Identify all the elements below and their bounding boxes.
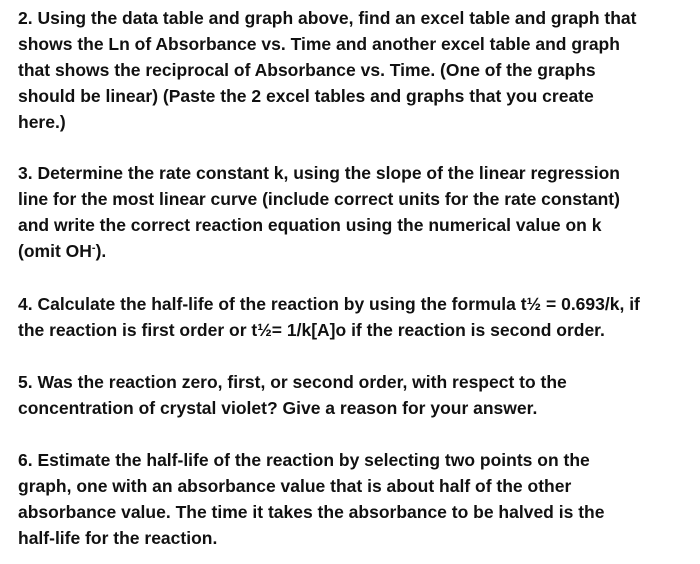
question-2-line: shows the Ln of Absorbance vs. Time and another excel table and graph: [18, 34, 620, 54]
question-4: [18, 291, 700, 343]
question-3: [18, 160, 700, 264]
question-6-line: half-life for the reaction.: [18, 528, 218, 548]
hydroxide-charge-superscript: -: [91, 242, 96, 254]
question-2-line: that shows the reciprocal of Absorbance vs. Time. (One of the graphs: [18, 60, 596, 80]
question-2-line: should be linear) (Paste the 2 excel tables and graphs that you create: [18, 86, 594, 106]
question-4-line: 4. Calculate the half-life of the reaction by using the formula t½ = 0.693/k, if: [18, 294, 640, 314]
question-6-line: 6. Estimate the half-life of the reaction by selecting two points on the: [18, 450, 590, 470]
question-6-line: graph, one with an absorbance value that is about half of the other: [18, 476, 572, 496]
question-2-line: here.): [18, 112, 66, 132]
question-3-line: line for the most linear curve (include correct units for the rate constant): [18, 189, 620, 209]
question-5-line: 5. Was the reaction zero, first, or second order, with respect to the: [18, 372, 567, 392]
question-6: [18, 447, 700, 551]
question-3-line: 3. Determine the rate constant k, using the slope of the linear regression: [18, 163, 620, 183]
question-3-line: and write the correct reaction equation using the numerical value on k: [18, 215, 602, 235]
question-5: [18, 369, 700, 421]
question-5-line: concentration of crystal violet? Give a reason for your answer.: [18, 398, 538, 418]
question-2: [18, 5, 700, 135]
question-4-line: the reaction is first order or t½= 1/k[A]o if the reaction is second order.: [18, 320, 605, 340]
question-6-line: absorbance value. The time it takes the absorbance to be halved is the: [18, 502, 605, 522]
question-3-last-line-suffix: ).: [95, 241, 107, 261]
question-3-last-line: [18, 238, 700, 264]
question-2-line: 2. Using the data table and graph above, find an excel table and graph that: [18, 8, 637, 28]
question-3-last-line-prefix: (omit OH: [18, 241, 92, 261]
